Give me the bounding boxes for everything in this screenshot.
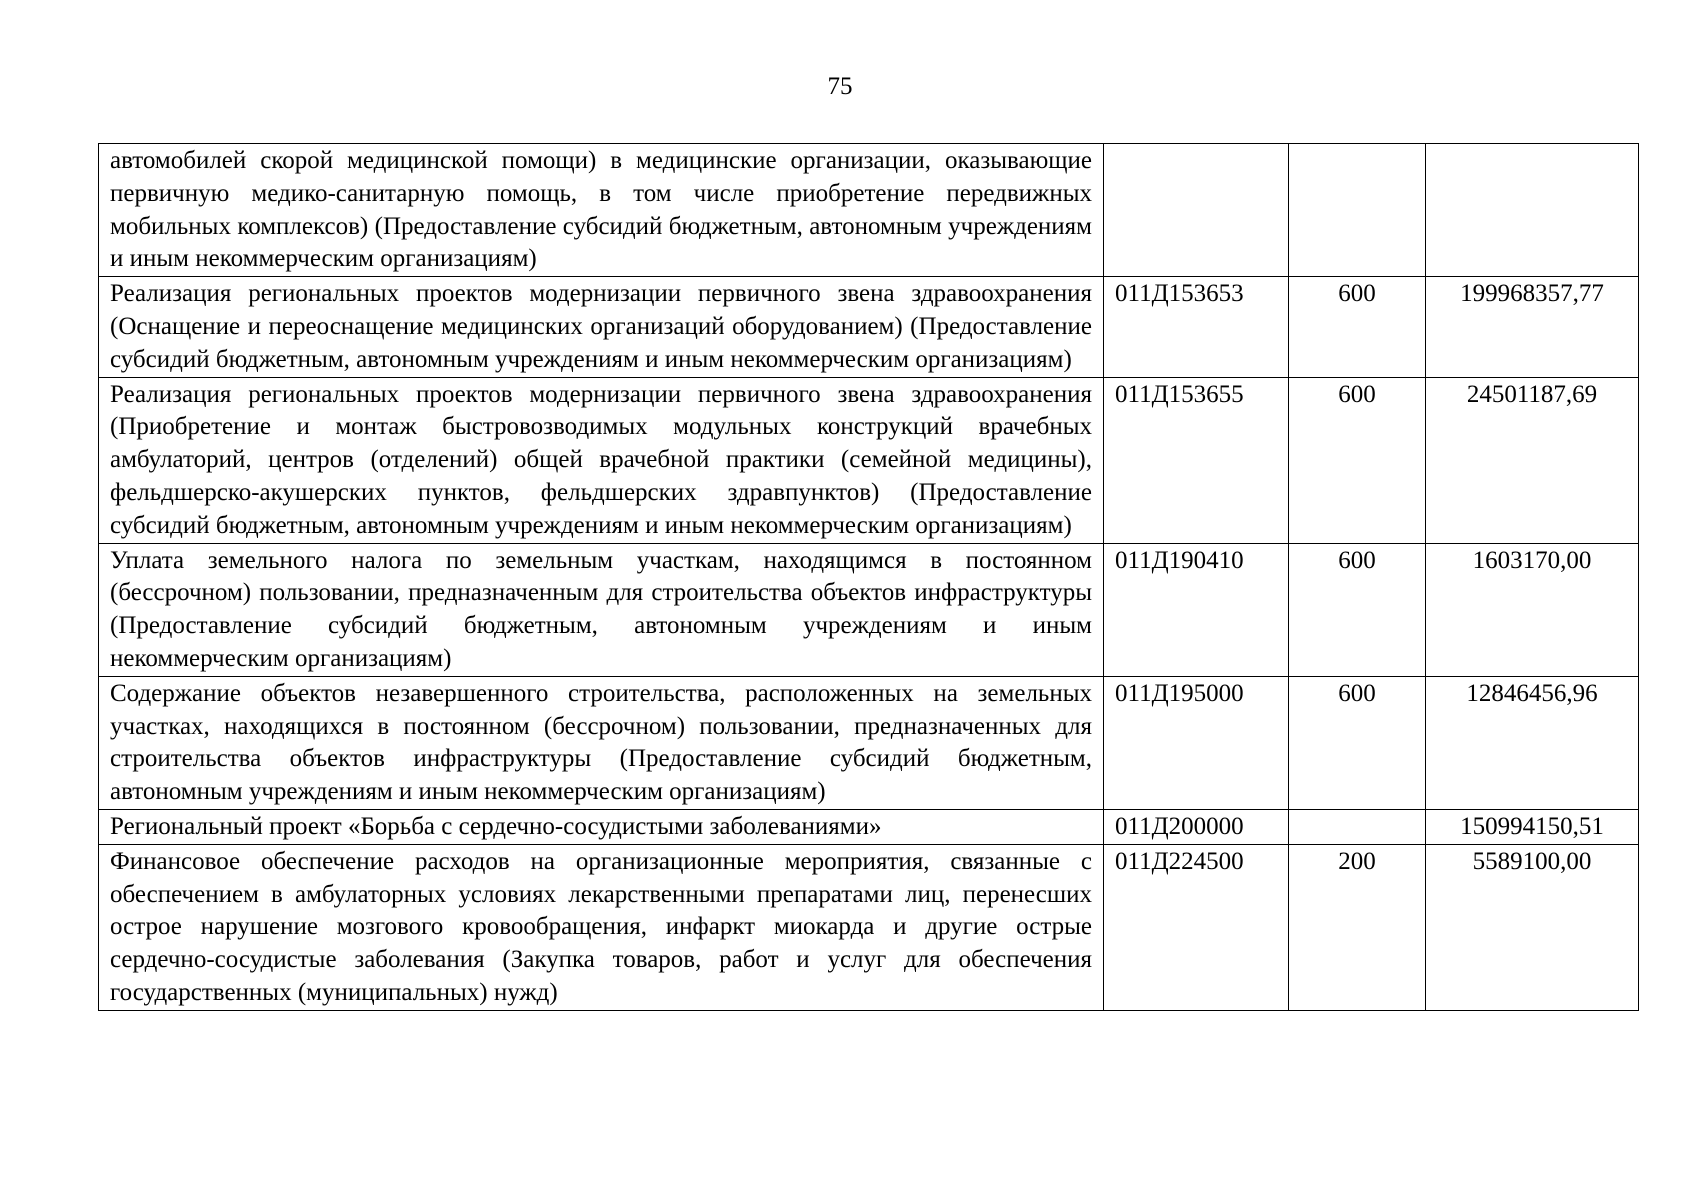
target-article-code: 011Д224500 xyxy=(1104,844,1289,1010)
amount: 199968357,77 xyxy=(1426,277,1639,377)
table-row xyxy=(99,543,1639,676)
expense-type-code: 600 xyxy=(1289,377,1426,543)
amount: 150994150,51 xyxy=(1426,809,1639,844)
table-row xyxy=(99,144,1639,277)
expense-type-code: 600 xyxy=(1289,543,1426,676)
table-row xyxy=(99,809,1639,844)
expense-type-code xyxy=(1289,809,1426,844)
expense-type-code: 200 xyxy=(1289,844,1426,1010)
row-description: Финансовое обеспечение расходов на организационные мероприятия, связанные с обеспечением в амбулаторных условиях лекарственными препаратами лиц, перенесших острое нарушение мозгового кровообращения, инфаркт миокарда и другие острые сердечно-сосудистые заболевания (Закупка товаров, работ и услуг для обеспечения государственных (муниципальных) нужд) xyxy=(99,844,1104,1010)
table-row xyxy=(99,676,1639,809)
expense-type-code: 600 xyxy=(1289,676,1426,809)
target-article-code: 011Д195000 xyxy=(1104,676,1289,809)
target-article-code: 011Д200000 xyxy=(1104,809,1289,844)
row-description: Региональный проект «Борьба с сердечно-сосудистыми заболеваниями» xyxy=(99,809,1104,844)
target-article-code: 011Д190410 xyxy=(1104,543,1289,676)
row-description: Уплата земельного налога по земельным участкам, находящимся в постоянном (бессрочном) пользовании, предназначенным для строительства объектов инфраструктуры (Предоставление субсидий бюджетным, автономным учреждениям и иным некоммерческим организациям) xyxy=(99,543,1104,676)
amount: 5589100,00 xyxy=(1426,844,1639,1010)
row-description: Реализация региональных проектов модернизации первичного звена здравоохранения (Оснащение и переоснащение медицинских организаций оборудованием) (Предоставление субсидий бюджетным, автономным учреждениям и иным некоммерческим организациям) xyxy=(99,277,1104,377)
row-description: автомобилей скорой медицинской помощи) в медицинские организации, оказывающие первичную медико-санитарную помощь, в том числе приобретение передвижных мобильных комплексов) (Предоставление субсидий бюджетным, автономным учреждениям и иным некоммерческим организациям) xyxy=(99,144,1104,277)
target-article-code xyxy=(1104,144,1289,277)
target-article-code: 011Д153655 xyxy=(1104,377,1289,543)
expense-type-code xyxy=(1289,144,1426,277)
amount: 24501187,69 xyxy=(1426,377,1639,543)
row-description: Содержание объектов незавершенного строительства, расположенных на земельных участках, находящихся в постоянном (бессрочном) пользовании, предназначенных для строительства объектов инфраструктуры (Предоставление субсидий бюджетным, автономным учреждениям и иным некоммерческим организациям) xyxy=(99,676,1104,809)
table-row xyxy=(99,277,1639,377)
amount xyxy=(1426,144,1639,277)
amount: 1603170,00 xyxy=(1426,543,1639,676)
page-number: 75 xyxy=(827,73,853,100)
budget-table xyxy=(98,143,1639,1011)
table-row xyxy=(99,844,1639,1010)
table-row xyxy=(99,377,1639,543)
expense-type-code: 600 xyxy=(1289,277,1426,377)
target-article-code: 011Д153653 xyxy=(1104,277,1289,377)
amount: 12846456,96 xyxy=(1426,676,1639,809)
row-description: Реализация региональных проектов модернизации первичного звена здравоохранения (Приобретение и монтаж быстровозводимых модульных конструкций врачебных амбулаторий, центров (отделений) общей врачебной практики (семейной медицины), фельдшерско-акушерских пунктов, фельдшерских здравпунктов) (Предоставление субсидий бюджетным, автономным учреждениям и иным некоммерческим организациям) xyxy=(99,377,1104,543)
